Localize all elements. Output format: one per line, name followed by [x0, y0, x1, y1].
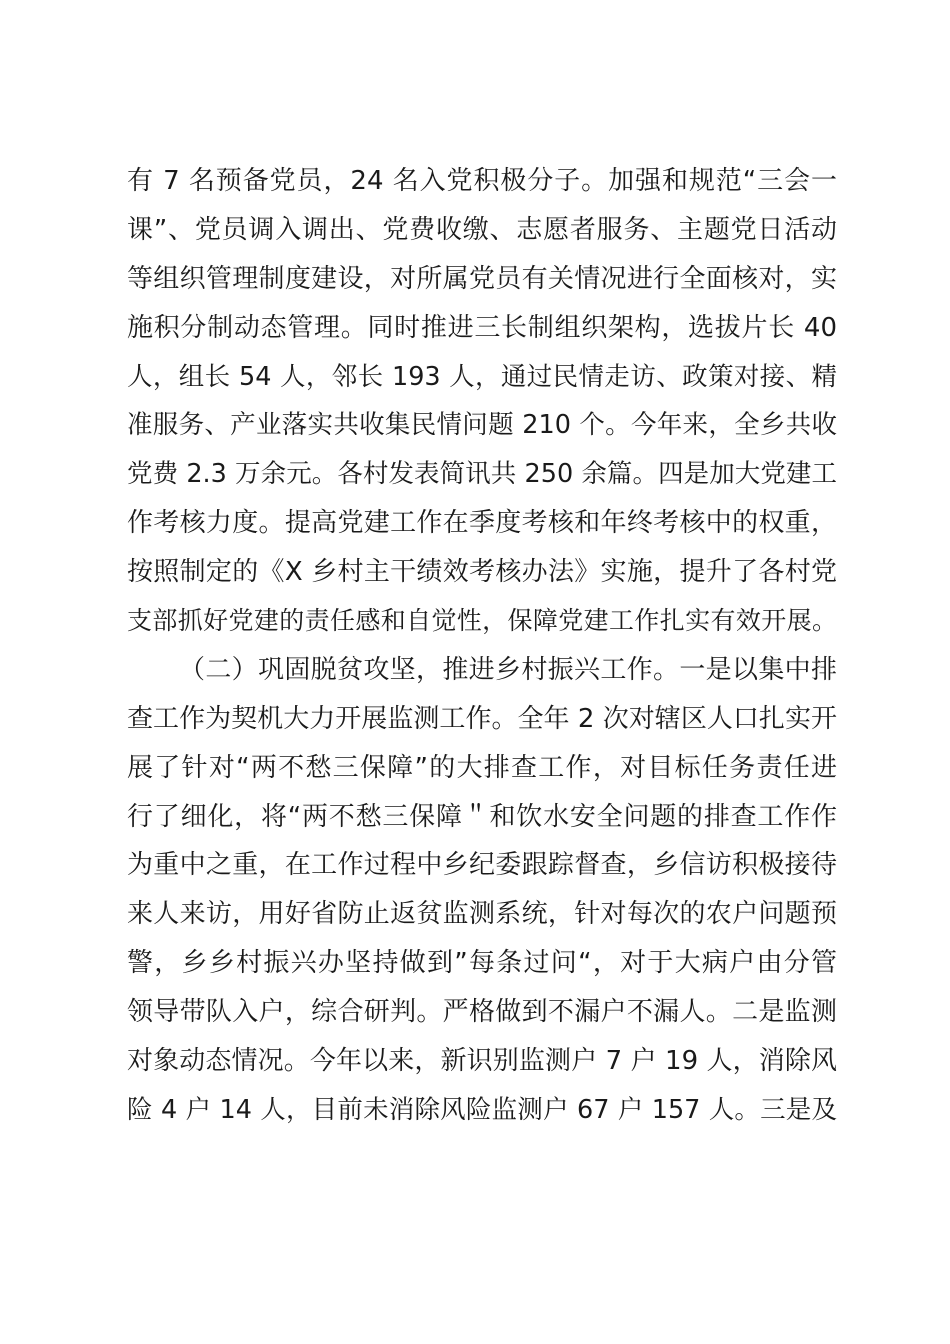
- body-text: [127, 157, 837, 1135]
- text-line: 险 4 户 14 人，目前未消除风险监测户 67 户 157 人。三是及: [127, 1094, 837, 1125]
- text-line: 对象动态情况。今年以来，新识别监测户 7 户 19 人，消除风: [127, 1046, 837, 1077]
- text-line: 警，乡乡村振兴办坚持做到”每条过问“，对于大病户由分管: [127, 948, 837, 979]
- text-line: 行了细化，将“两不愁三保障＂和饮水安全问题的排查工作作: [127, 801, 837, 832]
- text-line: 有 7 名预备党员，24 名入党积极分子。加强和规范“三会一: [127, 166, 837, 196]
- text-line: 作考核力度。提高党建工作在季度考核和年终考核中的权重，: [127, 508, 837, 539]
- text-line: 等组织管理制度建设，对所属党员有关情况进行全面核对，实: [127, 263, 837, 294]
- text-line: 展了针对“两不愁三保障”的大排查工作，对目标任务责任进: [127, 752, 837, 783]
- text-line: 施积分制动态管理。同时推进三长制组织架构，选拔片长 40: [127, 312, 837, 343]
- text-line: 为重中之重，在工作过程中乡纪委跟踪督查，乡信访积极接待: [127, 850, 837, 881]
- text-line: 按照制定的《X 乡村主干绩效考核办法》实施，提升了各村党: [127, 557, 837, 588]
- text-line: 领导带队入户，综合研判。严格做到不漏户不漏人。二是监测: [127, 997, 837, 1028]
- text-line: 支部抓好党建的责任感和自觉性，保障党建工作扎实有效开展。: [127, 606, 837, 636]
- section-heading-line: （二）巩固脱贫攻坚，推进乡村振兴工作。一是以集中排: [179, 654, 837, 685]
- text-line: 来人来访，用好省防止返贫监测系统，针对每次的农户问题预: [127, 899, 837, 930]
- text-line: 党费 2.3 万余元。各村发表简讯共 250 余篇。四是加大党建工: [127, 459, 837, 490]
- text-line: 人，组长 54 人，邻长 193 人，通过民情走访、政策对接、精: [127, 361, 837, 392]
- text-line: 准服务、产业落实共收集民情问题 210 个。今年来，全乡共收: [127, 410, 837, 441]
- text-line: 课”、党员调入调出、党费收缴、志愿者服务、主题党日活动: [127, 214, 837, 245]
- text-line: 查工作为契机大力开展监测工作。全年 2 次对辖区人口扎实开: [127, 703, 837, 734]
